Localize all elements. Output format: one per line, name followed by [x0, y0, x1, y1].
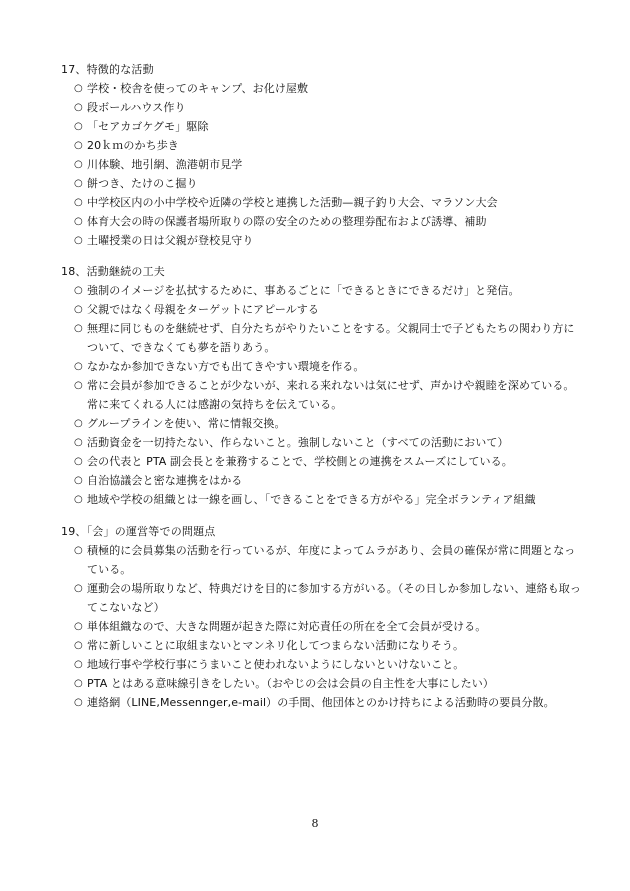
list-item-text: 常に新しいことに取組まないとマンネリ化してつまらない活動になりそう。 [87, 639, 465, 652]
list-item-text: 学校・校舎を使ってのキャンプ、お化け屋敷 [87, 82, 309, 95]
circle-bullet-icon: ○ [74, 545, 83, 556]
list-item-text: 段ボールハウス作り [87, 101, 186, 114]
list-item-text: 自治協議会と密な連携をはかる [87, 474, 243, 487]
list-item [61, 376, 581, 414]
list-item-text: グループラインを使い、常に情報交換。 [87, 417, 286, 430]
list-item-text: 会の代表と PTA 副会長とを兼務することで、学校側との連携をスムーズにしている。 [87, 455, 513, 468]
list-item-text: 地域行事や学校行事にうまいこと使われないようにしないといけないこと。 [87, 658, 465, 671]
list-item-text: 積極的に会員募集の活動を行っているが、年度によってムラがあり、会員の確保が常に問題となっている。 [87, 544, 576, 576]
list-item [61, 174, 581, 193]
circle-bullet-icon: ○ [74, 418, 83, 429]
list-item [61, 300, 581, 319]
circle-bullet-icon: ○ [74, 583, 83, 594]
list-item-text: 「セアカゴケグモ」駆除 [87, 120, 209, 133]
list-item-text: 体育大会の時の保護者場所取りの際の安全のための整理券配布および誘導、補助 [87, 215, 487, 228]
list-item [61, 281, 581, 300]
circle-bullet-icon: ○ [74, 380, 83, 391]
circle-bullet-icon: ○ [74, 621, 83, 632]
circle-bullet-icon: ○ [74, 456, 83, 467]
list-item [61, 541, 581, 579]
activity-list [61, 79, 581, 250]
circle-bullet-icon: ○ [74, 697, 83, 708]
list-item-text: 20ｋｍのかち歩き [87, 139, 179, 152]
circle-bullet-icon: ○ [74, 304, 83, 315]
list-item [61, 579, 581, 617]
section-title: 19、「会」の運営等での問題点 [61, 525, 216, 538]
circle-bullet-icon: ○ [74, 235, 83, 246]
list-item [61, 193, 581, 212]
circle-bullet-icon: ○ [74, 83, 83, 94]
list-item [61, 636, 581, 655]
circle-bullet-icon: ○ [74, 102, 83, 113]
list-item-text: 活動資金を一切持たない、作らないこと。強制しないこと（すべての活動において） [87, 436, 509, 449]
list-item-text: PTA とはある意味線引きをしたい。（おやじの会は会員の自主性を大事にしたい） [87, 677, 494, 690]
circle-bullet-icon: ○ [74, 475, 83, 486]
circle-bullet-icon: ○ [74, 361, 83, 372]
ideas-list [61, 281, 581, 509]
list-item-text: 無理に同じものを継続せず、自分たちがやりたいことをする。父親同士で子どもたちの関わり方について、できなくても夢を語りあう。 [87, 322, 575, 354]
list-item [61, 212, 581, 231]
section-title: 17、特徴的な活動 [61, 63, 154, 76]
list-item [61, 319, 581, 357]
problems-list [61, 541, 581, 712]
list-item [61, 655, 581, 674]
circle-bullet-icon: ○ [74, 285, 83, 296]
list-item [61, 155, 581, 174]
list-item-text: 餅つき、たけのこ掘り [87, 177, 198, 190]
circle-bullet-icon: ○ [74, 640, 83, 651]
page-number: 8 [311, 817, 319, 830]
list-item [61, 79, 581, 98]
list-item [61, 452, 581, 471]
list-item-text: 強制のイメージを払拭するために、事あるごとに「できるときにできるだけ」と発信。 [87, 284, 520, 297]
list-item [61, 357, 581, 376]
list-item-text: なかなか参加できない方でも出てきやすい環境を作る。 [87, 360, 365, 373]
list-item [61, 433, 581, 452]
circle-bullet-icon: ○ [74, 159, 83, 170]
circle-bullet-icon: ○ [74, 678, 83, 689]
circle-bullet-icon: ○ [74, 121, 83, 132]
list-item-text: 常に会員が参加できることが少ないが、来れる来れないは気にせず、声かけや親睦を深めている。常に来てくれる人には感謝の気持ちを伝えている。 [87, 379, 575, 411]
list-item-text: 地域や学校の組織とは一線を画し、「できることをできる方がやる」完全ボランティア組織 [87, 493, 536, 506]
circle-bullet-icon: ○ [74, 659, 83, 670]
list-item-text: 父親ではなく母親をターゲットにアピールする [87, 303, 319, 316]
list-item-text: 運動会の場所取りなど、特典だけを目的に参加する方がいる。（その日しか参加しない、連絡も取ってこないなど） [87, 582, 581, 614]
circle-bullet-icon: ○ [74, 178, 83, 189]
list-item-text: 中学校区内の小中学校や近隣の学校と連携した活動—親子釣り大会、マラソン大会 [87, 196, 498, 209]
section-operation-problems [61, 523, 581, 712]
list-item [61, 98, 581, 117]
list-item [61, 136, 581, 155]
list-item-text: 川体験、地引網、漁港朝市見学 [87, 158, 243, 171]
list-item [61, 117, 581, 136]
circle-bullet-icon: ○ [74, 197, 83, 208]
list-item [61, 674, 581, 693]
circle-bullet-icon: ○ [74, 437, 83, 448]
list-item-text: 土曜授業の日は父親が登校見守り [87, 234, 254, 247]
list-item [61, 490, 581, 509]
section-characteristic-activities [61, 61, 581, 250]
circle-bullet-icon: ○ [74, 140, 83, 151]
list-item-text: 単体組織なので、大きな問題が起きた際に対応責任の所在を全て会員が受ける。 [87, 620, 487, 633]
list-item [61, 471, 581, 490]
list-item-text: 連絡網（LINE,Messennger,e-mail）の手間、他団体とのかけ持ちによる活動時の要員分散。 [87, 696, 555, 709]
section-title: 18、活動継続の工夫 [61, 265, 165, 278]
circle-bullet-icon: ○ [74, 323, 83, 334]
list-item [61, 231, 581, 250]
section-continuation-ideas [61, 263, 581, 509]
list-item [61, 414, 581, 433]
list-item [61, 693, 581, 712]
list-item [61, 617, 581, 636]
circle-bullet-icon: ○ [74, 494, 83, 505]
circle-bullet-icon: ○ [74, 216, 83, 227]
